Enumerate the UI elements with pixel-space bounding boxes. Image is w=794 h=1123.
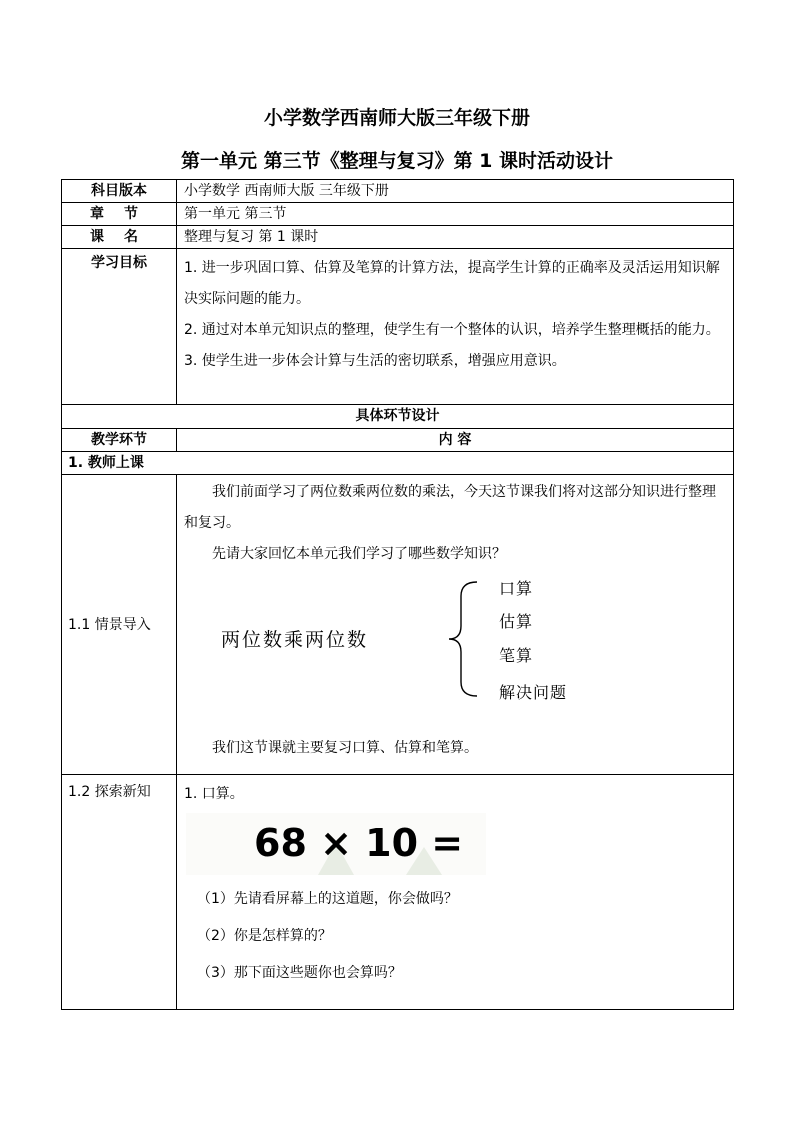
goals-label: 学习目标 bbox=[62, 249, 177, 405]
goals-content bbox=[177, 249, 734, 405]
row-step1-1 bbox=[62, 475, 734, 775]
section-title: 具体环节设计 bbox=[62, 405, 734, 429]
goal-item: 1. 进一步巩固口算、估算及笔算的计算方法，提高学生计算的正确率及灵活运用知识解决实际问题的能力。 bbox=[184, 260, 720, 307]
paragraph: 先请大家回忆本单元我们学习了哪些数学知识？ bbox=[212, 546, 506, 562]
paragraph: 我们前面学习了两位数乘两位数的乘法，今天这节课我们将对这部分知识进行整理和复习。 bbox=[184, 484, 716, 531]
question-item: （3）那下面这些题你也会算吗？ bbox=[197, 965, 402, 981]
knowledge-diagram bbox=[177, 570, 733, 725]
row-step1 bbox=[62, 452, 734, 475]
diagram-root-label: 两位数乘两位数 bbox=[221, 629, 369, 651]
diagram-item: 口算 bbox=[499, 579, 534, 598]
document-subtitle: 第一单元 第三节《整理与复习》第 1 课时活动设计 bbox=[180, 150, 614, 172]
row-lesson bbox=[62, 226, 734, 249]
row-subject bbox=[62, 180, 734, 203]
curly-brace-icon bbox=[447, 580, 483, 698]
document-title: 小学数学西南师大版三年级下册 bbox=[263, 107, 530, 129]
col-step-header: 教学环节 bbox=[62, 429, 177, 452]
formula-image bbox=[186, 813, 486, 875]
question-item: （1）先请看屏幕上的这道题，你会做吗？ bbox=[197, 891, 458, 907]
step1-title: 1. 教师上课 bbox=[62, 452, 734, 475]
question-item: （2）你是怎样算的？ bbox=[197, 928, 332, 944]
diagram-item: 估算 bbox=[499, 612, 534, 631]
goal-item: 3. 使学生进一步体会计算与生活的密切联系，增强应用意识。 bbox=[184, 353, 566, 369]
row-goals bbox=[62, 249, 734, 405]
step1-1-label: 1.1 情景导入 bbox=[62, 475, 177, 775]
col-content-header: 内 容 bbox=[177, 429, 734, 452]
row-section-title bbox=[62, 405, 734, 429]
subject-label: 科目版本 bbox=[62, 180, 177, 203]
row-chapter bbox=[62, 203, 734, 226]
lesson-value: 整理与复习 第 1 课时 bbox=[177, 226, 734, 249]
item-heading: 1. 口算。 bbox=[184, 786, 244, 802]
diagram-item: 解决问题 bbox=[499, 683, 568, 702]
formula-text: 68 × 10 = bbox=[254, 821, 464, 865]
goal-item: 2. 通过对本单元知识点的整理，使学生有一个整体的认识，培养学生整理概括的能力。 bbox=[184, 322, 720, 338]
paragraph: 我们这节课就主要复习口算、估算和笔算。 bbox=[212, 740, 478, 756]
step1-2-label: 1.2 探索新知 bbox=[62, 775, 177, 1010]
diagram-item: 笔算 bbox=[499, 646, 534, 665]
step1-1-content bbox=[177, 475, 734, 775]
chapter-value: 第一单元 第三节 bbox=[177, 203, 734, 226]
row-column-headers bbox=[62, 429, 734, 452]
chapter-label: 章节 bbox=[62, 203, 177, 226]
step1-2-content bbox=[177, 775, 734, 1010]
row-step1-2 bbox=[62, 775, 734, 1010]
subject-value: 小学数学 西南师大版 三年级下册 bbox=[177, 180, 734, 203]
lesson-label: 课名 bbox=[62, 226, 177, 249]
lesson-table bbox=[61, 179, 734, 1010]
